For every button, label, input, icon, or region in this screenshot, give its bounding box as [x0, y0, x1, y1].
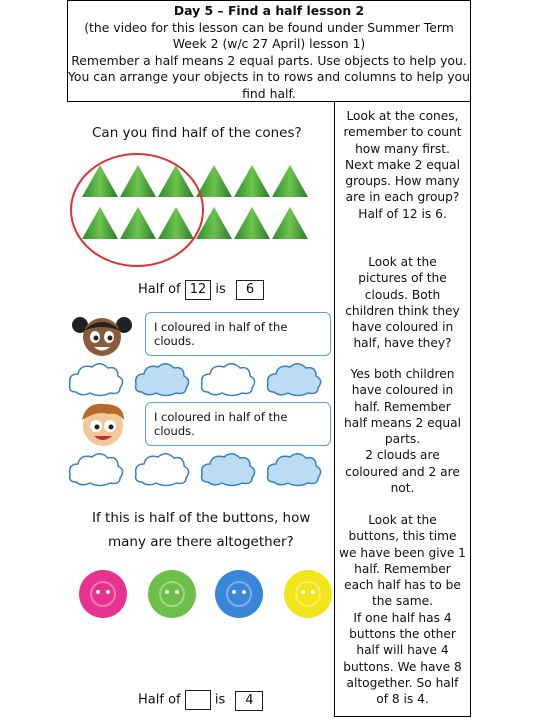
answer-is: is [214, 692, 226, 708]
note-clouds-answer: Yes both children have coloured in half. Remember half means 2 equal parts. 2 clouds are coloured and 2 are not. [344, 367, 461, 496]
lesson-title: Day 5 – Find a half lesson 2 [173, 3, 365, 18]
half-circle-marker [70, 153, 204, 267]
cloud-icon [202, 364, 255, 396]
answer-is: is [215, 282, 226, 297]
cones-question: Can you find half of the cones? [92, 125, 302, 141]
cloud-icon [268, 454, 321, 486]
notes-column [334, 102, 471, 717]
header-line: find half. [242, 85, 296, 101]
header-line: You can arrange your objects in to rows and columns to help you [68, 69, 470, 84]
answer-total-box [185, 690, 211, 710]
girl-clouds [66, 360, 336, 400]
cloud-icon [268, 364, 321, 396]
cloud-icon [70, 364, 123, 396]
answer-value-box: 4 [235, 691, 263, 711]
cone-icon [196, 165, 232, 197]
cones-answer [138, 280, 264, 300]
button-green [148, 570, 196, 618]
header-line: (the video for this lesson can be found under Summer Term [84, 19, 454, 35]
cone-icon [234, 207, 270, 239]
cone-icon [272, 165, 308, 197]
cloud-icon [202, 454, 255, 486]
answer-value-box: 6 [236, 280, 264, 300]
cone-icon [272, 207, 308, 239]
note-buttons: Look at the buttons, this time we have been give 1 half. Remember each half has to be the same. If one half has 4 buttons the other half will have 4 buttons. We have 8 altogether. So half of 8 is 4. [339, 513, 466, 707]
header-line: Week 2 (w/c 27 April) lesson 1) [172, 36, 366, 51]
button-yellow [284, 570, 332, 618]
girl-speech-bubble: I coloured in half of the clouds. [145, 312, 331, 356]
cloud-icon [136, 364, 189, 396]
cone-icon [234, 165, 270, 197]
buttons-answer [138, 690, 263, 711]
button-blue [215, 570, 263, 618]
answer-prefix: Half of [138, 282, 181, 297]
buttons-question-line1: If this is half of the buttons, how [92, 510, 311, 526]
answer-prefix: Half of [138, 692, 181, 708]
girl-avatar [72, 313, 132, 359]
button-pink [79, 570, 127, 618]
boy-speech-bubble: I coloured in half of the clouds. [145, 402, 331, 446]
note-cones: Look at the cones, remember to count how many first. Next make 2 equal groups. How many are in each group? Half of 12 is 6. [343, 109, 462, 221]
cloud-icon [70, 454, 123, 486]
header-line: Remember a half means 2 equal parts. Use objects to help you. [71, 52, 467, 68]
note-clouds-question: Look at the pictures of the clouds. Both children think they have coloured in half, have they? [345, 255, 460, 351]
buttons-question-line2: many are there altogether? [108, 534, 294, 550]
boy-clouds [66, 450, 336, 490]
cloud-icon [136, 454, 189, 486]
answer-total-box: 12 [185, 280, 212, 300]
lesson-header [67, 0, 471, 102]
boy-avatar [74, 400, 132, 448]
